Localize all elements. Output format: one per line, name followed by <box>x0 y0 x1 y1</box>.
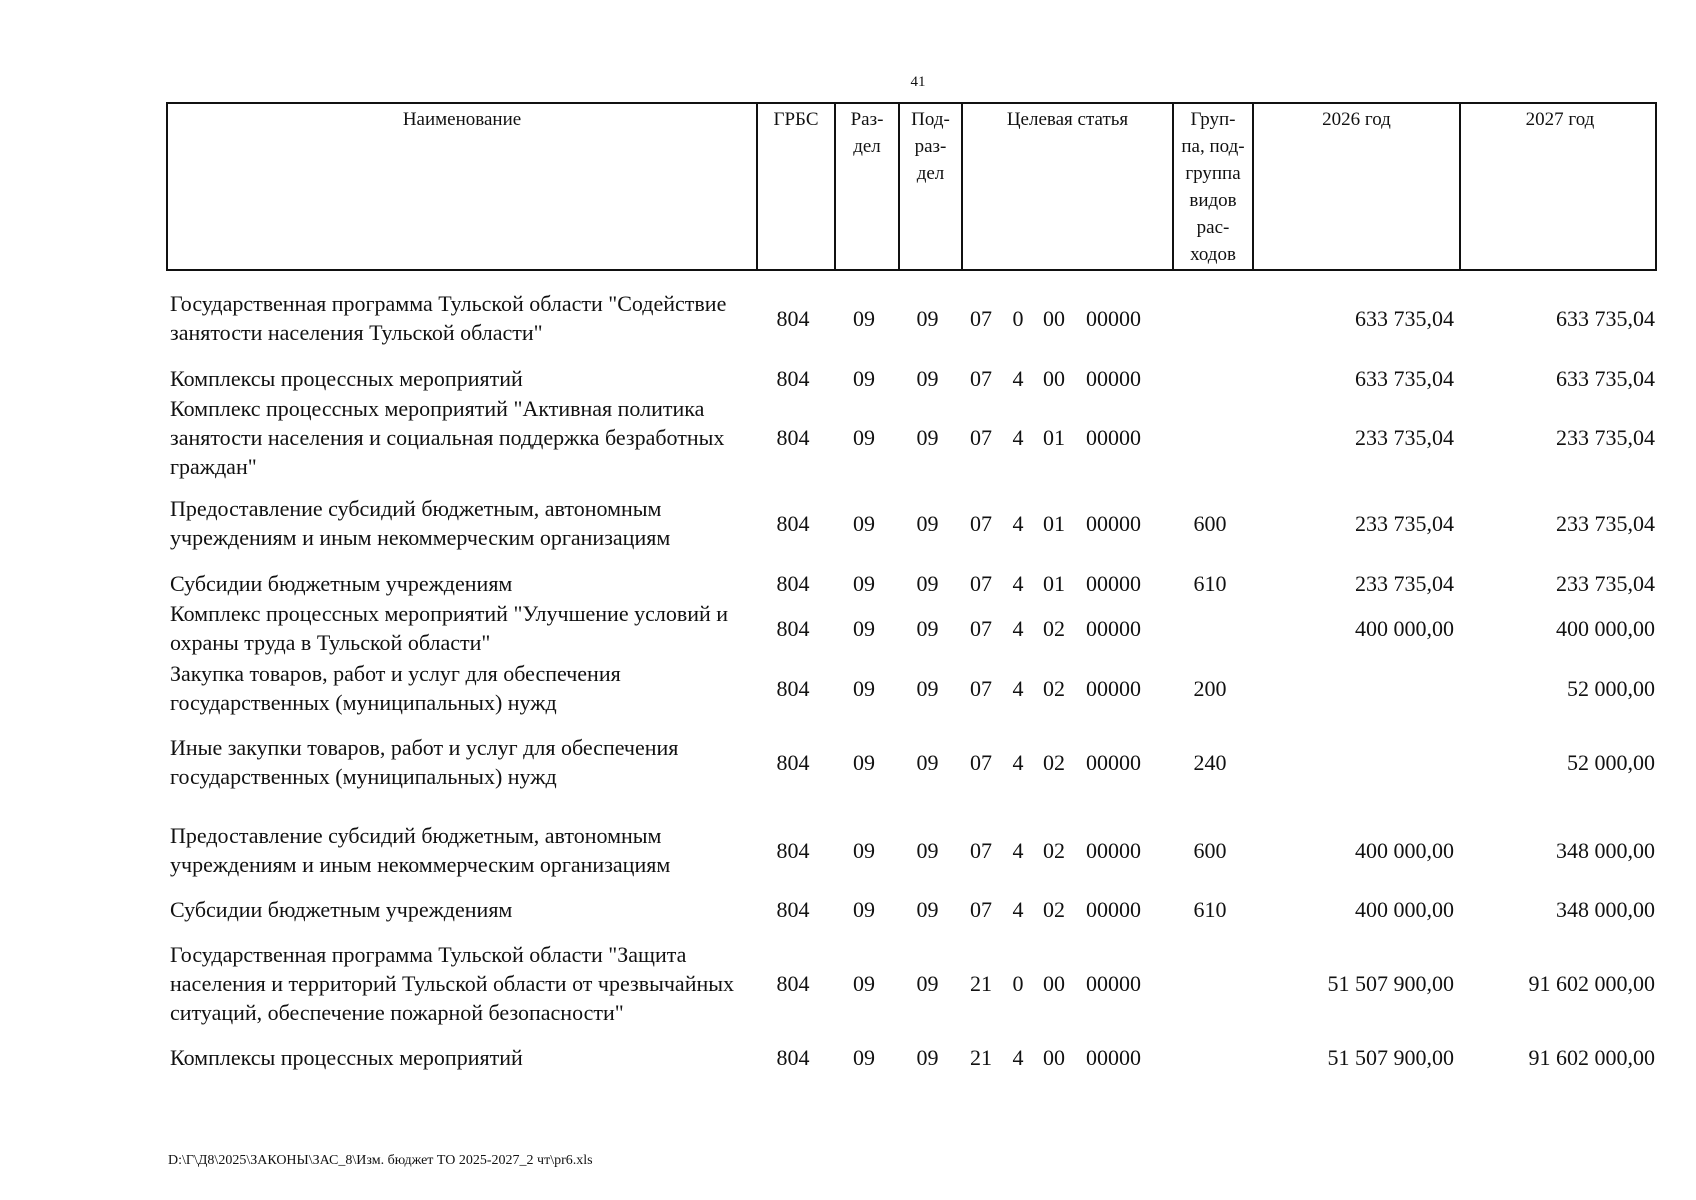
row-grbs: 804 <box>776 305 810 331</box>
row-expense-group <box>1170 1042 1250 1072</box>
row-target-structure: 00 <box>1043 365 1065 391</box>
row-razdel: 09 <box>853 970 875 996</box>
row-grbs: 804 <box>776 837 810 863</box>
row-name: Комплексы процессных мероприятий <box>170 1044 523 1070</box>
row-target-direction: 00000 <box>1086 615 1141 641</box>
row-target-program: 07 <box>970 749 992 775</box>
row-podrazdel: 09 <box>916 365 939 391</box>
row-name: Субсидии бюджетным учреждениям <box>170 570 513 596</box>
row-expense-group: 600 <box>1193 837 1227 863</box>
row-podrazdel: 09 <box>916 837 939 863</box>
row-razdel: 09 <box>853 305 875 331</box>
row-grbs: 804 <box>776 1044 810 1070</box>
table-row <box>166 732 1657 792</box>
row-name: Предоставление субсидий бюджетным, автономным учреждениям и иным некоммерческим организациям <box>170 823 671 877</box>
row-target-type: 0 <box>1012 305 1024 331</box>
row-grbs: 804 <box>776 365 810 391</box>
row-expense-group: 600 <box>1193 510 1227 536</box>
table-row <box>166 894 1657 924</box>
row-podrazdel: 09 <box>916 1044 939 1070</box>
row-razdel: 09 <box>853 749 875 775</box>
row-2026: 633 735,04 <box>1355 365 1454 391</box>
row-2026: 51 507 900,00 <box>1327 1044 1454 1070</box>
row-target-direction: 00000 <box>1086 424 1141 450</box>
header-expense-group: Груп- па, под- группа видов рас- ходов <box>1172 104 1252 269</box>
row-expense-group <box>1170 598 1250 658</box>
row-grbs: 804 <box>776 675 810 701</box>
page-number: 41 <box>910 74 926 90</box>
table-row <box>166 658 1657 718</box>
row-target-structure: 02 <box>1043 837 1065 863</box>
row-target-direction: 00000 <box>1086 675 1141 701</box>
row-expense-group <box>1170 924 1250 1042</box>
table-row <box>166 1042 1657 1072</box>
row-razdel: 09 <box>853 615 875 641</box>
table-row <box>166 363 1657 393</box>
table-row <box>166 820 1657 880</box>
row-2027: 91 602 000,00 <box>1528 1044 1655 1070</box>
table-row <box>166 598 1657 658</box>
row-target-direction: 00000 <box>1086 970 1141 996</box>
row-2026: 400 000,00 <box>1355 837 1454 863</box>
row-name: Иные закупки товаров, работ и услуг для обеспечения государственных (муниципальных) нужд <box>170 735 679 789</box>
row-target-direction: 00000 <box>1086 510 1141 536</box>
table-row <box>166 924 1657 1042</box>
row-target-type: 4 <box>1012 424 1024 450</box>
row-expense-group <box>1170 393 1250 481</box>
row-target-direction: 00000 <box>1086 365 1141 391</box>
header-podrazdel: Под- раз- дел <box>898 104 961 269</box>
row-target-program: 07 <box>970 510 992 536</box>
row-target-type: 4 <box>1012 837 1024 863</box>
row-2026: 233 735,04 <box>1355 570 1454 596</box>
row-podrazdel: 09 <box>916 570 939 596</box>
header-grbs: ГРБС <box>756 104 834 269</box>
table-row <box>166 288 1657 348</box>
row-target-type: 4 <box>1012 1044 1024 1070</box>
row-name: Закупка товаров, работ и услуг для обеспечения государственных (муниципальных) нужд <box>170 661 621 715</box>
row-target-structure: 01 <box>1043 570 1065 596</box>
row-2026: 233 735,04 <box>1355 510 1454 536</box>
row-podrazdel: 09 <box>916 970 939 996</box>
row-target-direction: 00000 <box>1086 1044 1141 1070</box>
row-target-type: 4 <box>1012 365 1024 391</box>
row-2026 <box>1250 732 1454 792</box>
header-name: Наименование <box>402 109 522 130</box>
row-2027: 233 735,04 <box>1556 424 1655 450</box>
row-name: Комплекс процессных мероприятий "Улучшение условий и охраны труда в Тульской области" <box>170 601 729 655</box>
row-target-program: 07 <box>970 365 992 391</box>
row-target-program: 07 <box>970 837 992 863</box>
row-target-program: 07 <box>970 570 992 596</box>
row-2027: 52 000,00 <box>1567 675 1655 701</box>
row-target-program: 07 <box>970 675 992 701</box>
row-target-direction: 00000 <box>1086 305 1141 331</box>
row-name: Комплекс процессных мероприятий "Активная политика занятости населения и социальная поддержка безработных граждан" <box>170 395 725 479</box>
row-2027: 91 602 000,00 <box>1528 970 1655 996</box>
row-grbs: 804 <box>776 570 810 596</box>
row-target-structure: 00 <box>1043 1044 1065 1070</box>
row-target-program: 21 <box>970 970 992 996</box>
row-2026: 233 735,04 <box>1355 424 1454 450</box>
row-2026: 633 735,04 <box>1355 305 1454 331</box>
row-2027: 233 735,04 <box>1556 570 1655 596</box>
row-2027: 348 000,00 <box>1556 837 1655 863</box>
row-grbs: 804 <box>776 749 810 775</box>
row-name: Государственная программа Тульской области "Содействие занятости населения Тульской области" <box>170 291 727 345</box>
row-razdel: 09 <box>853 1044 875 1070</box>
row-expense-group: 610 <box>1193 570 1227 596</box>
row-name: Комплексы процессных мероприятий <box>170 365 523 391</box>
row-name: Субсидии бюджетным учреждениям <box>170 896 513 922</box>
header-target-article: Целевая статья <box>961 104 1172 269</box>
row-target-program: 07 <box>970 305 992 331</box>
table-row <box>166 493 1657 553</box>
table-row <box>166 393 1657 481</box>
row-2027: 52 000,00 <box>1567 749 1655 775</box>
row-podrazdel: 09 <box>916 749 939 775</box>
row-razdel: 09 <box>853 837 875 863</box>
row-razdel: 09 <box>853 896 875 922</box>
row-target-structure: 02 <box>1043 675 1065 701</box>
row-grbs: 804 <box>776 896 810 922</box>
row-2026 <box>1250 658 1454 718</box>
row-target-program: 21 <box>970 1044 992 1070</box>
row-target-program: 07 <box>970 615 992 641</box>
row-2026: 400 000,00 <box>1355 896 1454 922</box>
row-target-structure: 01 <box>1043 424 1065 450</box>
row-razdel: 09 <box>853 424 875 450</box>
row-2027: 400 000,00 <box>1556 615 1655 641</box>
row-razdel: 09 <box>853 570 875 596</box>
row-podrazdel: 09 <box>916 896 939 922</box>
row-target-direction: 00000 <box>1086 837 1141 863</box>
row-expense-group: 200 <box>1193 675 1227 701</box>
row-target-structure: 00 <box>1043 970 1065 996</box>
row-target-type: 4 <box>1012 896 1024 922</box>
row-target-structure: 00 <box>1043 305 1065 331</box>
row-grbs: 804 <box>776 510 810 536</box>
row-expense-group <box>1170 363 1250 393</box>
row-podrazdel: 09 <box>916 615 939 641</box>
row-target-type: 4 <box>1012 675 1024 701</box>
row-target-structure: 02 <box>1043 615 1065 641</box>
row-target-structure: 02 <box>1043 749 1065 775</box>
row-podrazdel: 09 <box>916 675 939 701</box>
row-target-type: 4 <box>1012 749 1024 775</box>
row-expense-group: 610 <box>1193 896 1227 922</box>
file-path-footer: D:\Г\Д8\2025\ЗАКОНЫ\ЗАС_8\Изм. бюджет ТО 2025-2027_2 чт\pr6.xls <box>168 1153 593 1168</box>
row-target-type: 4 <box>1012 570 1024 596</box>
row-podrazdel: 09 <box>916 305 939 331</box>
row-2026: 51 507 900,00 <box>1327 970 1454 996</box>
row-2027: 348 000,00 <box>1556 896 1655 922</box>
row-2027: 633 735,04 <box>1556 305 1655 331</box>
header-razdel: Раз- дел <box>834 104 898 269</box>
row-2027: 233 735,04 <box>1556 510 1655 536</box>
row-target-direction: 00000 <box>1086 749 1141 775</box>
row-name: Государственная программа Тульской области "Защита населения и территорий Тульской области от чрезвычайных ситуаций, обеспечение пожарной безопасности" <box>170 941 735 1025</box>
row-target-program: 07 <box>970 896 992 922</box>
row-target-structure: 01 <box>1043 510 1065 536</box>
table-row <box>166 568 1657 598</box>
table-header <box>166 102 1657 271</box>
row-target-type: 4 <box>1012 615 1024 641</box>
row-name: Предоставление субсидий бюджетным, автономным учреждениям и иным некоммерческим организациям <box>170 496 671 550</box>
row-expense-group <box>1170 288 1250 348</box>
row-target-program: 07 <box>970 424 992 450</box>
header-2026: 2026 год <box>1252 104 1459 269</box>
row-podrazdel: 09 <box>916 510 939 536</box>
header-2027: 2027 год <box>1459 104 1659 269</box>
row-target-type: 0 <box>1012 970 1024 996</box>
row-target-type: 4 <box>1012 510 1024 536</box>
row-razdel: 09 <box>853 365 875 391</box>
row-target-direction: 00000 <box>1086 570 1141 596</box>
row-target-direction: 00000 <box>1086 896 1141 922</box>
row-expense-group: 240 <box>1193 749 1227 775</box>
row-grbs: 804 <box>776 424 810 450</box>
row-grbs: 804 <box>776 970 810 996</box>
row-2026: 400 000,00 <box>1355 615 1454 641</box>
row-razdel: 09 <box>853 675 875 701</box>
row-2027: 633 735,04 <box>1556 365 1655 391</box>
row-podrazdel: 09 <box>916 424 939 450</box>
row-grbs: 804 <box>776 615 810 641</box>
row-target-structure: 02 <box>1043 896 1065 922</box>
row-razdel: 09 <box>853 510 875 536</box>
